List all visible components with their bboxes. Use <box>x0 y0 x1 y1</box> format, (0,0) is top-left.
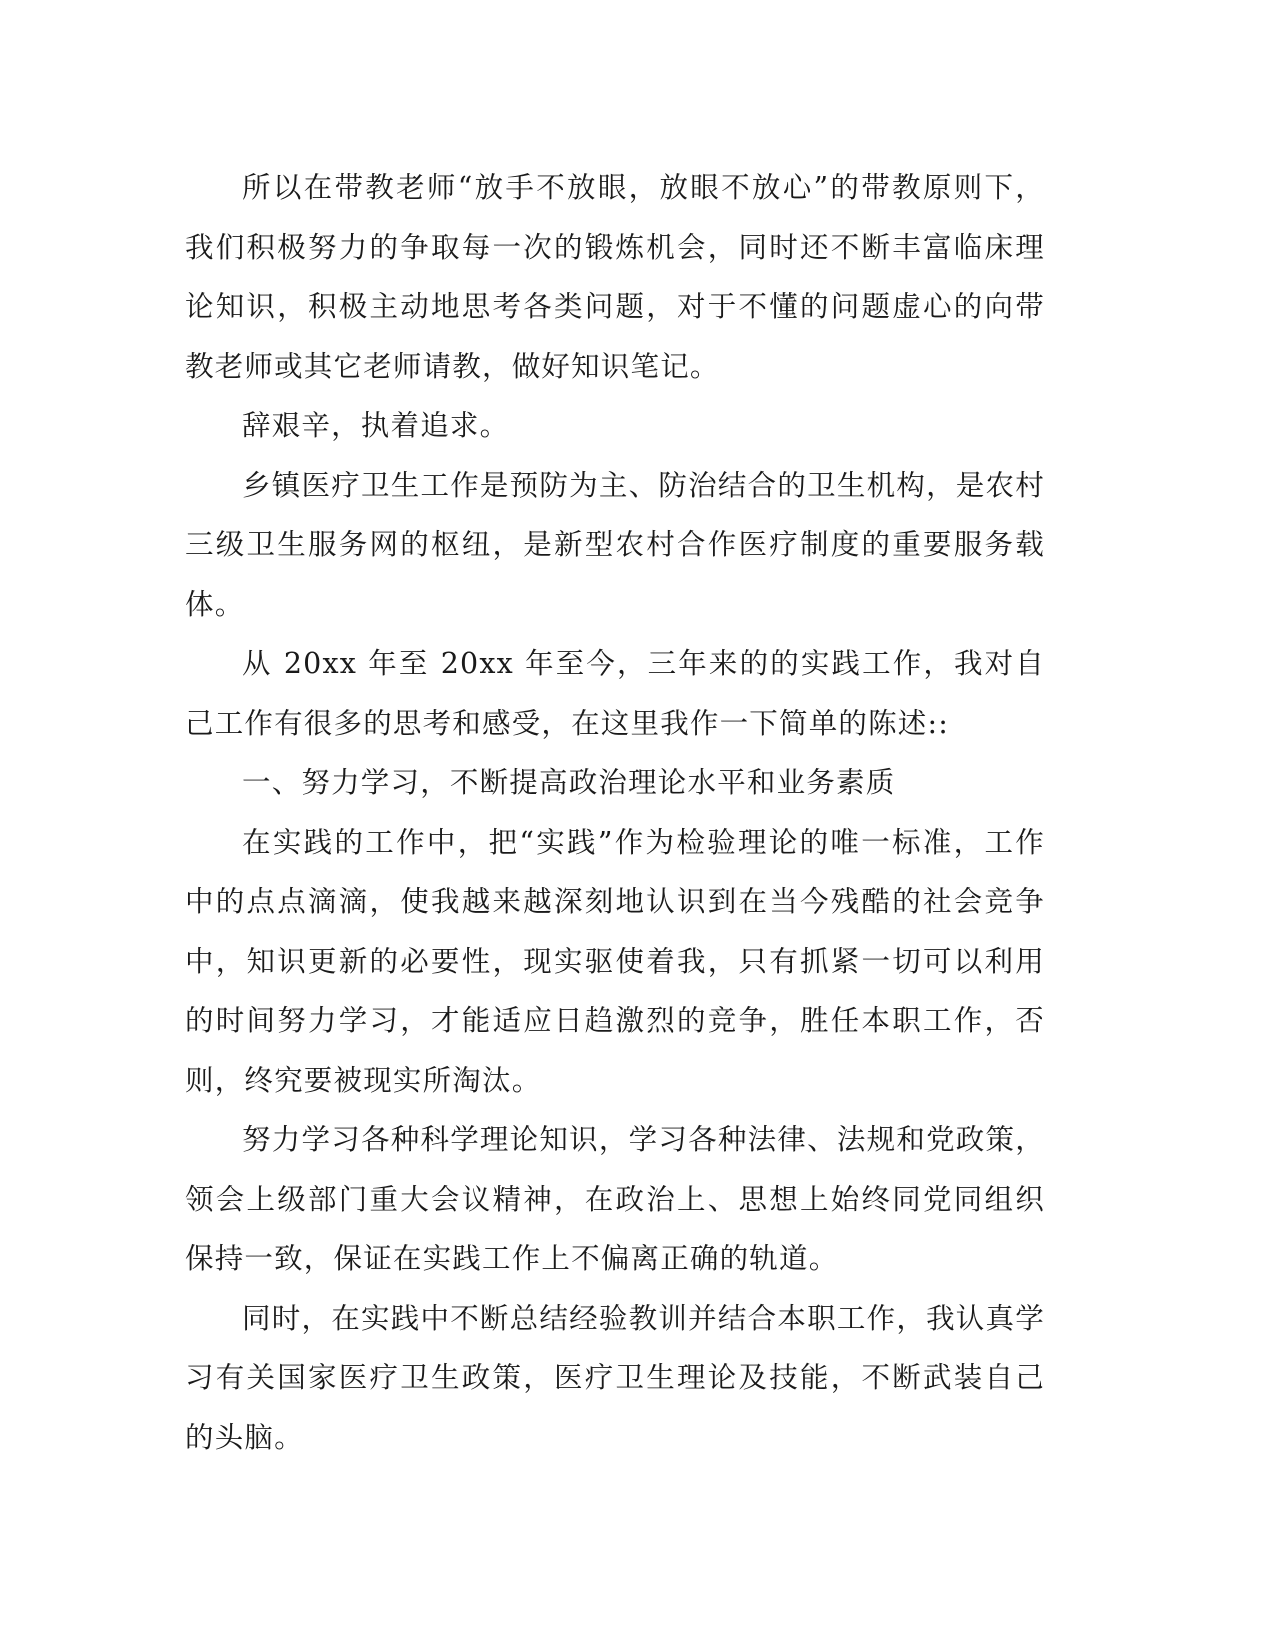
paragraph-6: 在实践的工作中，把“实践”作为检验理论的唯一标准，工作中的点点滴滴，使我越来越深刻地认识到在当今残酷的社会竞争中，知识更新的必要性，现实驱使着我，只有抓紧一切可以利用的时间努力学习，才能适应日趋激烈的竞争，胜任本职工作，否则，终究要被现实所淘汰。 <box>185 825 1045 1097</box>
paragraph-8: 同时，在实践中不断总结经验教训并结合本职工作，我认真学习有关国家医疗卫生政策，医疗卫生理论及技能，不断武装自己的头脑。 <box>185 1301 1045 1454</box>
section-heading: 一、努力学习，不断提高政治理论水平和业务素质 <box>242 766 896 799</box>
paragraph-4: 从 20xx 年至 20xx 年至今，三年来的的实践工作，我对自己工作有很多的思考和感受，在这里我作一下简单的陈述:: <box>185 647 1045 740</box>
paragraph-1: 所以在带教老师“放手不放眼，放眼不放心”的带教原则下，我们积极努力的争取每一次的锻炼机会，同时还不断丰富临床理论知识，积极主动地思考各类问题，对于不懂的问题虚心的向带教老师或其它老师请教，做好知识笔记。 <box>185 171 1045 383</box>
paragraph-7: 努力学习各种科学理论知识，学习各种法律、法规和党政策，领会上级部门重大会议精神，在政治上、思想上始终同党同组织保持一致，保证在实践工作上不偏离正确的轨道。 <box>185 1123 1045 1275</box>
paragraph-3: 乡镇医疗卫生工作是预防为主、防治结合的卫生机构，是农村三级卫生服务网的枢纽，是新型农村合作医疗制度的重要服务载体。 <box>185 468 1045 621</box>
document-body <box>185 158 1045 1467</box>
paragraph-2: 辞艰辛，执着追求。 <box>242 409 510 442</box>
